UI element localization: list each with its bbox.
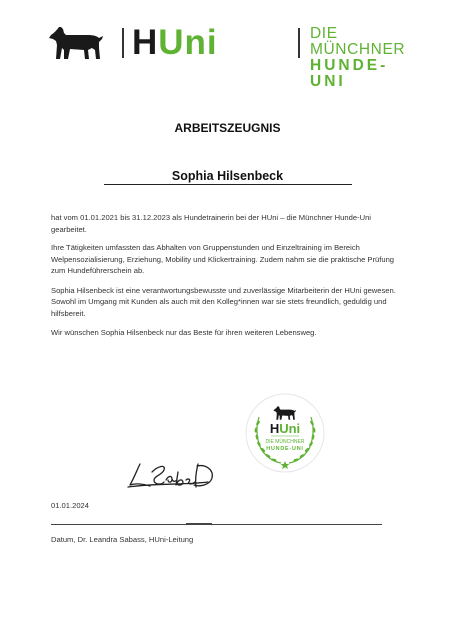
document-title: ARBEITSZEUGNIS [174, 121, 281, 135]
paragraph: Wir wünschen Sophia Hilsenbeck nur das Beste für ihren weiteren Lebensweg. [51, 328, 317, 337]
stamp-line2: HUNDE-UNI [266, 446, 304, 452]
paragraph: Ihre Tätigkeiten umfassten das Abhalten von Gruppenstunden und Einzeltraining im Bereich Welpensozialisierung, Erziehung, Mobility und Klickertraining. Zudem nahm sie die praktische Prüfung zum Hundeführerschein ab. [51, 243, 395, 275]
paragraph: hat vom 01.01.2021 bis 31.12.2023 als Hundetrainerin bei der HUni – die Münchner Hunde-Uni gearbeitet. [51, 213, 371, 234]
huni-stamp [245, 393, 325, 473]
svg-text:HUni [270, 421, 300, 436]
signature-line-mark [186, 523, 212, 525]
header-divider [298, 28, 300, 58]
brand-h: H [132, 23, 159, 62]
handwritten-signature [126, 458, 222, 492]
brand-tagline [310, 26, 418, 90]
employee-name: Sophia Hilsenbeck [171, 169, 284, 183]
tagline-line1: DIE MÜNCHNER [310, 25, 406, 58]
name-underline [104, 184, 352, 185]
paragraph: Sophia Hilsenbeck ist eine verantwortungsbewusste und zuverlässige Mitarbeiterin der HUni gewesen. Sowohl im Umgang mit Kunden als auch mit den Kolleg*innen war sie stets freundlich, geduldig und hilfsbereit. [51, 285, 396, 318]
header-divider [122, 28, 124, 58]
brand-wordmark [132, 23, 218, 63]
stamp-brand-h: H [269, 421, 280, 436]
brand-uni: Uni [158, 23, 218, 62]
letterhead [48, 22, 418, 90]
stamp-brand-uni: Uni [279, 421, 301, 436]
document-body [51, 212, 407, 347]
issue-date: 01.01.2024 [51, 501, 90, 510]
stamp-line1: DIE MÜNCHNER [265, 439, 305, 445]
signature-caption: Datum, Dr. Leandra Sabass, HUni-Leitung [51, 535, 194, 544]
signature-line [51, 524, 382, 525]
tagline-line2: HUNDE-UNI [310, 57, 389, 90]
dog-silhouette-icon [48, 24, 104, 62]
